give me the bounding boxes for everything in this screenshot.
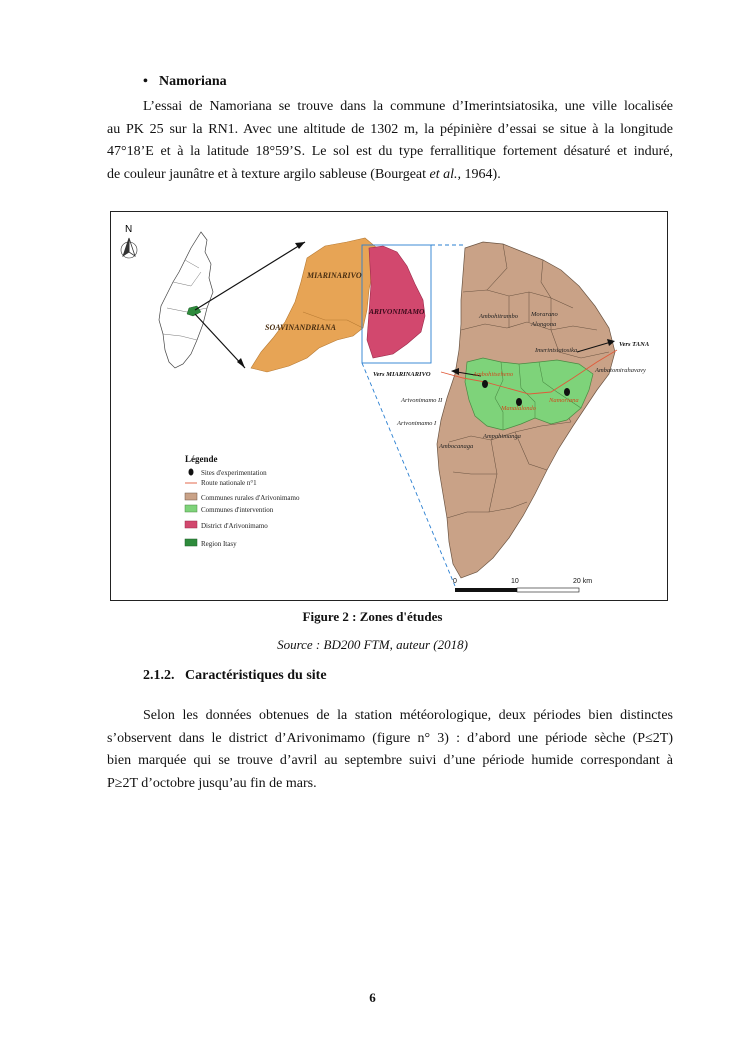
paragraph-line: bien marquée qui se trouve d’avril au septembre suivi d’une période humide correspondant à [107, 753, 673, 768]
scale-bar [453, 578, 592, 592]
scale-label: 20 km [573, 578, 593, 585]
legend-intervention-swatch [185, 505, 197, 512]
site-namoriana-icon [564, 388, 570, 396]
label-arivonimamo-i: Arivonimamo I [397, 420, 437, 427]
paragraph-line: L’essai de Namoriana se trouve dans la commune d’Imerintsiatosika, une ville localisée [143, 99, 673, 114]
north-arrow-icon [121, 224, 137, 258]
label-namoriana: Namoriana [549, 397, 579, 404]
site-ambohitseheno-icon [482, 380, 488, 388]
label-ambohitseheno: Ambohitseheno [473, 371, 514, 378]
map-legend [185, 454, 300, 548]
legend-rural-swatch [185, 493, 197, 500]
legend-title: Légende [185, 454, 218, 464]
arrow-head-icon [237, 358, 245, 368]
label-soavinandriana: SOAVINANDRIANA [265, 323, 336, 332]
citation-italic: et al., [429, 166, 462, 182]
itasy-region-shape [251, 238, 377, 372]
arrow-line [195, 242, 305, 310]
page-number: 6 [369, 990, 376, 1005]
label-manalalondo: Manalalondo [501, 405, 537, 412]
scale-label: 10 [511, 578, 519, 585]
legend-itasy-swatch [185, 539, 197, 546]
paragraph-line: Selon les données obtenues de la station météorologique, deux périodes bien distinctes [143, 708, 673, 723]
legend-district-swatch [185, 521, 197, 528]
legend-item: Route nationale n°1 [201, 479, 257, 487]
paragraph-line: s’observent dans le district d’Arivonimamo (figure n° 3) : d’abord une période sèche (P≤2T) [107, 730, 673, 746]
paragraph-line [107, 164, 673, 187]
north-label: N [125, 224, 133, 235]
bullet-title: Namoriana [159, 74, 227, 89]
subsection-number: 2.1.2. [143, 668, 175, 683]
label-ambohitrambo: Ambohitrambo [479, 313, 518, 320]
label-vers-miarinarivo: Vers MIARINARIVO [373, 371, 431, 378]
arivonimamo-district-shape [367, 246, 425, 358]
study-zones-map [110, 211, 668, 601]
legend-item: Sites d'experimentation [201, 469, 267, 477]
label-morarano: Morarano [531, 311, 558, 318]
legend-item: Communes d'intervention [201, 506, 274, 514]
label-miarinarivo: MIARINARIVO [307, 271, 362, 280]
label-arivonimamo-ii: Arivonimamo II [401, 397, 443, 404]
paragraph-namoriana [107, 96, 673, 186]
subsection-title: Caractéristiques du site [185, 668, 327, 683]
map-graphic [111, 212, 667, 600]
scale-label: 0 [453, 578, 457, 585]
legend-item: District d'Arivonimamo [201, 522, 268, 530]
legend-site-icon [189, 469, 194, 476]
paragraph-text: de couleur jaunâtre et à texture argilo sableuse (Bourgeat [107, 166, 430, 182]
figure-caption-source: Source : BD200 FTM, auteur (2018) [277, 637, 468, 652]
legend-item: Region Itasy [201, 540, 237, 548]
label-alongona: Alongona [531, 321, 557, 328]
bullet-heading [143, 74, 227, 90]
paragraph-text: 1964). [461, 166, 501, 182]
bullet-icon: • [143, 74, 148, 89]
madagascar-outline [159, 232, 213, 368]
paragraph-line: au PK 25 sur la RN1. Avec une altitude de 1302 m, la pépinière d’essai se situe à la longitude [107, 121, 673, 137]
label-ambocanaga: Ambocanaga [439, 443, 474, 450]
figure-caption-title: Figure 2 : Zones d'études [302, 609, 443, 624]
label-arivonimamo: ARIVONIMAMO [369, 307, 425, 316]
arrow-line [195, 314, 245, 368]
paragraph-line: 47°18’E et à la latitude 18°59’S. Le sol est du type ferrallitique fortement désaturé et induré, [107, 144, 673, 159]
paragraph-site-characteristics [107, 705, 673, 795]
legend-item: Communes rurales d'Arivonimamo [201, 494, 300, 502]
label-imerintsiatosika: Imerintsiatosika [535, 347, 578, 354]
subsection-heading [143, 668, 327, 684]
label-vers-tana: Vers TANA [619, 341, 650, 348]
paragraph-line: P≥2T d’octobre jusqu’au fin de mars. [107, 775, 317, 791]
label-ampahimanga: Ampahimanga [483, 433, 521, 440]
label-ambatomirahavavy: Ambatomirahavavy [595, 367, 646, 374]
